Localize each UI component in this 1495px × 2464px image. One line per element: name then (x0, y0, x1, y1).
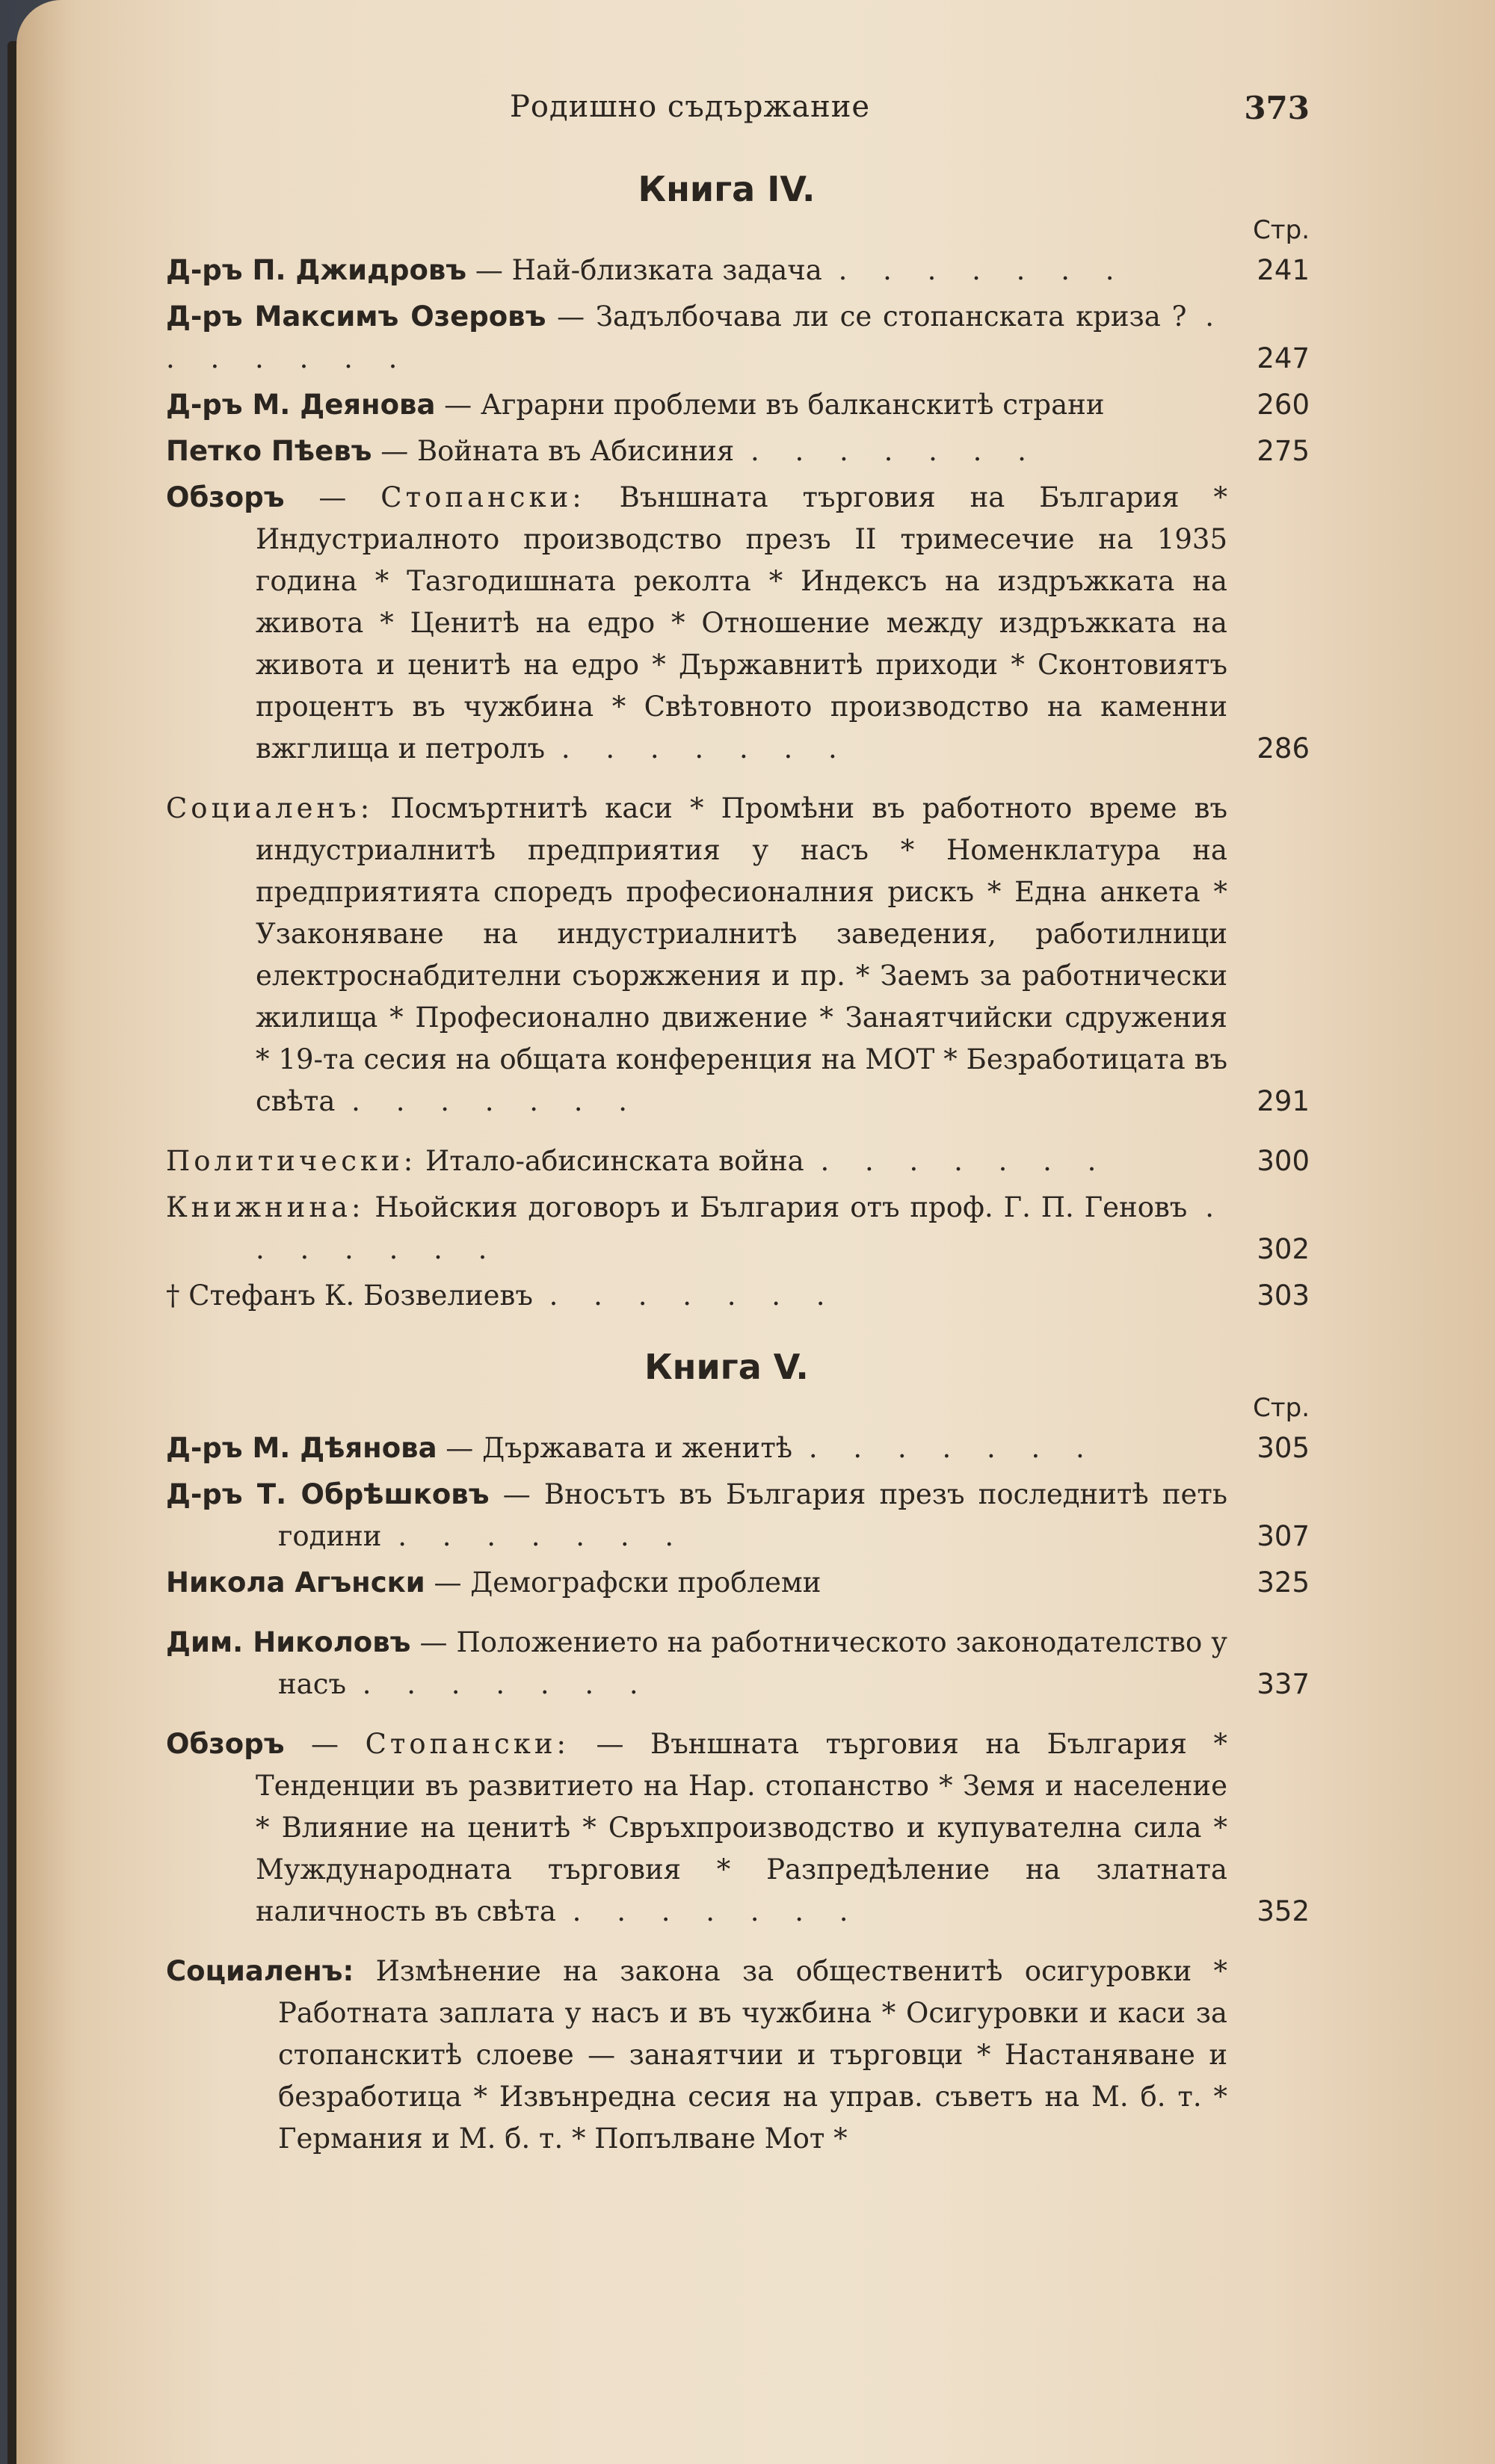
entry-title: Демографски проблеми (470, 1566, 822, 1599)
book-page (16, 0, 1495, 2464)
entry-page: 305 (1257, 1432, 1310, 1464)
entry-page: 260 (1257, 389, 1310, 421)
toc-entry: Д-ръ Максимъ Озеровъ — Задълбочава ли се стопанската криза ? . . . . . . . 247 (166, 296, 1287, 380)
toc-entry: Д-ръ П. Джидровъ — Най-близката задача . . . . . . . 241 (166, 250, 1287, 291)
section-label: Стопански: (365, 1728, 570, 1760)
section-text: Външната търговия на България * Тенденции въ развитието на Нар. стопанство * Земя и население * Влияние на ценитѣ * Свръхпроизводство и купувателна сила * Муждународната търговия * Разпредѣление на златната наличность въ свѣта (256, 1728, 1227, 1927)
toc-entry: Д-ръ М. Деянова — Аграрни проблеми въ балканскитѣ страни 260 (166, 384, 1287, 426)
entry-page: 337 (1257, 1668, 1310, 1700)
section-text: † Стефанъ К. Бозвелиевъ (166, 1279, 533, 1312)
entry-page: 241 (1257, 254, 1310, 286)
entry-author: Д-ръ Т. Обрѣшковъ (166, 1478, 490, 1510)
running-header (166, 90, 1310, 149)
entry-title: Положението на работническото законодателство у насъ (278, 1626, 1228, 1700)
toc-entry: Дим. Николовъ — Положението на работническото законодателство у насъ . . . . . . . 337 (166, 1622, 1287, 1705)
entry-title: Най-близката задача (511, 254, 822, 286)
leader-dots: . . . . . . . (808, 1432, 1098, 1464)
leader-dots: . . . . . . . (572, 1895, 862, 1927)
leader-dots: . . . . . . . (561, 732, 851, 765)
header-title: Родишно съдържание (510, 90, 871, 124)
section-label: Политически: (166, 1145, 417, 1177)
entry-page: 300 (1257, 1145, 1310, 1177)
entry-page: 325 (1257, 1566, 1310, 1599)
toc-sheet (166, 90, 1310, 2160)
toc-entry-obituary (166, 1275, 1310, 1317)
leader-dots: . . . . . . . (820, 1145, 1110, 1177)
entry-author: Никола Агънски (166, 1566, 425, 1599)
leader-dots: . . . . . . . (549, 1279, 839, 1312)
entry-author: Д-ръ М. Деянова (166, 389, 436, 421)
toc-entry: Петко Пѣевъ — Войната въ Абисиния . . . . . . . 275 (166, 430, 1287, 472)
section-text: Външната търговия на България * Индустриалното производство презъ II тримесечие на 1935 година * Тазгодишната реколта * Индексъ на издръжката на живота * Ценитѣ на едро * Отношение между издръжката на живота и ценитѣ на едро * Държавнитѣ приходи * Сконтовиятъ процентъ въ чужбина * Свѣтовното производство на каменни вжглища и петролъ (256, 481, 1228, 765)
page-column-label: Стр. (1253, 1393, 1310, 1423)
entry-title: Задълбочава ли се стопанската криза ? (595, 300, 1187, 333)
toc-entry: Никола Агънски — Демографски проблеми 325 (166, 1562, 1287, 1604)
section-label: Книжнина: (166, 1191, 365, 1223)
entry-author: Д-ръ Максимъ Озеровъ (166, 300, 546, 333)
entry-page: 291 (1257, 1085, 1310, 1117)
leader-dots: . . . . . . . (166, 300, 1227, 374)
leader-dots: . . . . . . . (398, 1520, 688, 1552)
entry-page: 247 (1257, 342, 1310, 374)
section-label: Социаленъ: (166, 792, 374, 824)
toc-entry-books (166, 1187, 1310, 1270)
leader-dots: . . . . . . . (362, 1668, 652, 1700)
entry-page: 352 (1257, 1895, 1310, 1927)
entry-title: Вносътъ въ България презъ последнитѣ петь години (278, 1478, 1227, 1552)
entry-author: Петко Пѣевъ (166, 435, 372, 467)
section-label: Социаленъ: (166, 1955, 354, 1987)
entry-page: 286 (1257, 732, 1310, 765)
entry-author: Дим. Николовъ (166, 1626, 411, 1658)
toc-entry-social (166, 1951, 1287, 2160)
entry-page: 275 (1257, 435, 1310, 467)
book-5-heading: Книга V. (644, 1347, 809, 1387)
entry-author: Д-ръ М. Дѣянова (166, 1432, 437, 1464)
leader-dots: . . . . . . . (838, 254, 1128, 286)
entry-title: Войната въ Абисиния (416, 435, 735, 467)
book-4-heading: Книга IV. (638, 169, 816, 209)
entry-author: Обзоръ (166, 481, 285, 513)
toc-entry: Д-ръ Т. Обрѣшковъ — Вносътъ въ България презъ последнитѣ петь години . . . . . . . 307 (166, 1474, 1287, 1557)
section-text: Ньойския договоръ и България отъ проф. Г. П. Геновъ (374, 1191, 1188, 1223)
leader-dots: . . . . . . . (351, 1085, 641, 1117)
toc-entry-overview: Обзоръ — Стопански: — Външната търговия на България * Тенденции въ развитието на Нар. стопанство * Земя и население * Влияние на ценитѣ * Свръхпроизводство и купувателна сила * Муждународната търговия * Разпредѣление на златната наличность въ свѣта . . . . . . . 352 (166, 1723, 1287, 1933)
toc-entry-social (166, 788, 1310, 1123)
toc-entry: Д-ръ М. Дѣянова — Държавата и женитѣ . . . . . . . 305 (166, 1427, 1287, 1469)
entry-page: 307 (1257, 1520, 1310, 1552)
entry-author: Д-ръ П. Джидровъ (166, 254, 467, 286)
toc-entry-overview: Обзоръ — Стопански: Външната търговия на България * Индустриалното производство презъ II тримесечие на 1935 година * Тазгодишната реколта * Индексъ на издръжката на живота * Ценитѣ на едро * Отношение между издръжката на живота и ценитѣ на едро * Държавнитѣ приходи * Сконтовиятъ процентъ въ чужбина * Свѣтовното производство на каменни вжглища и петролъ . . . . . . . 286 (166, 477, 1287, 770)
section-text: Посмъртнитѣ каси * Промѣни въ работното време въ индустриалнитѣ предприятия у насъ * Номенклатура на предприятията споредъ професионалния рискъ * Една анкета * Узаконяване на индустриалнитѣ заведения, работилници електроснабдителни съоржжения и пр. * Заемъ за работнически жилища * Професионално движение * Занаятчийски сдружения * 19-та сесия на общата конференция на МОТ * Безработицата въ свѣта (256, 792, 1227, 1117)
entry-page: 302 (1257, 1233, 1310, 1265)
leader-dots: . . . . . . . (256, 1191, 1228, 1265)
section-text: Измѣнение на закона за общественитѣ осигуровки * Работната заплата у насъ и въ чужбина * Осигуровки и каси за стопанскитѣ слоеве — занаятчии и търговци * Настаняване и безработица * Извънредна сесия на управ. съветъ на М. б. т. * Германия и М. б. т. * Попълване Мот * (278, 1955, 1227, 2155)
entry-author: Обзоръ (166, 1728, 285, 1760)
page-column-label: Стр. (1253, 215, 1310, 245)
entry-page: 303 (1257, 1279, 1310, 1312)
leader-dots: . . . . . . . (750, 435, 1040, 467)
header-page-number: 373 (1244, 90, 1310, 126)
entry-title: Държавата и женитѣ (482, 1432, 793, 1464)
section-text: Итало-абисинската война (425, 1145, 804, 1177)
entry-title: Аграрни проблеми въ балканскитѣ страни (480, 389, 1105, 421)
section-label: Стопански: (380, 481, 585, 513)
toc-entry-political (166, 1140, 1310, 1182)
